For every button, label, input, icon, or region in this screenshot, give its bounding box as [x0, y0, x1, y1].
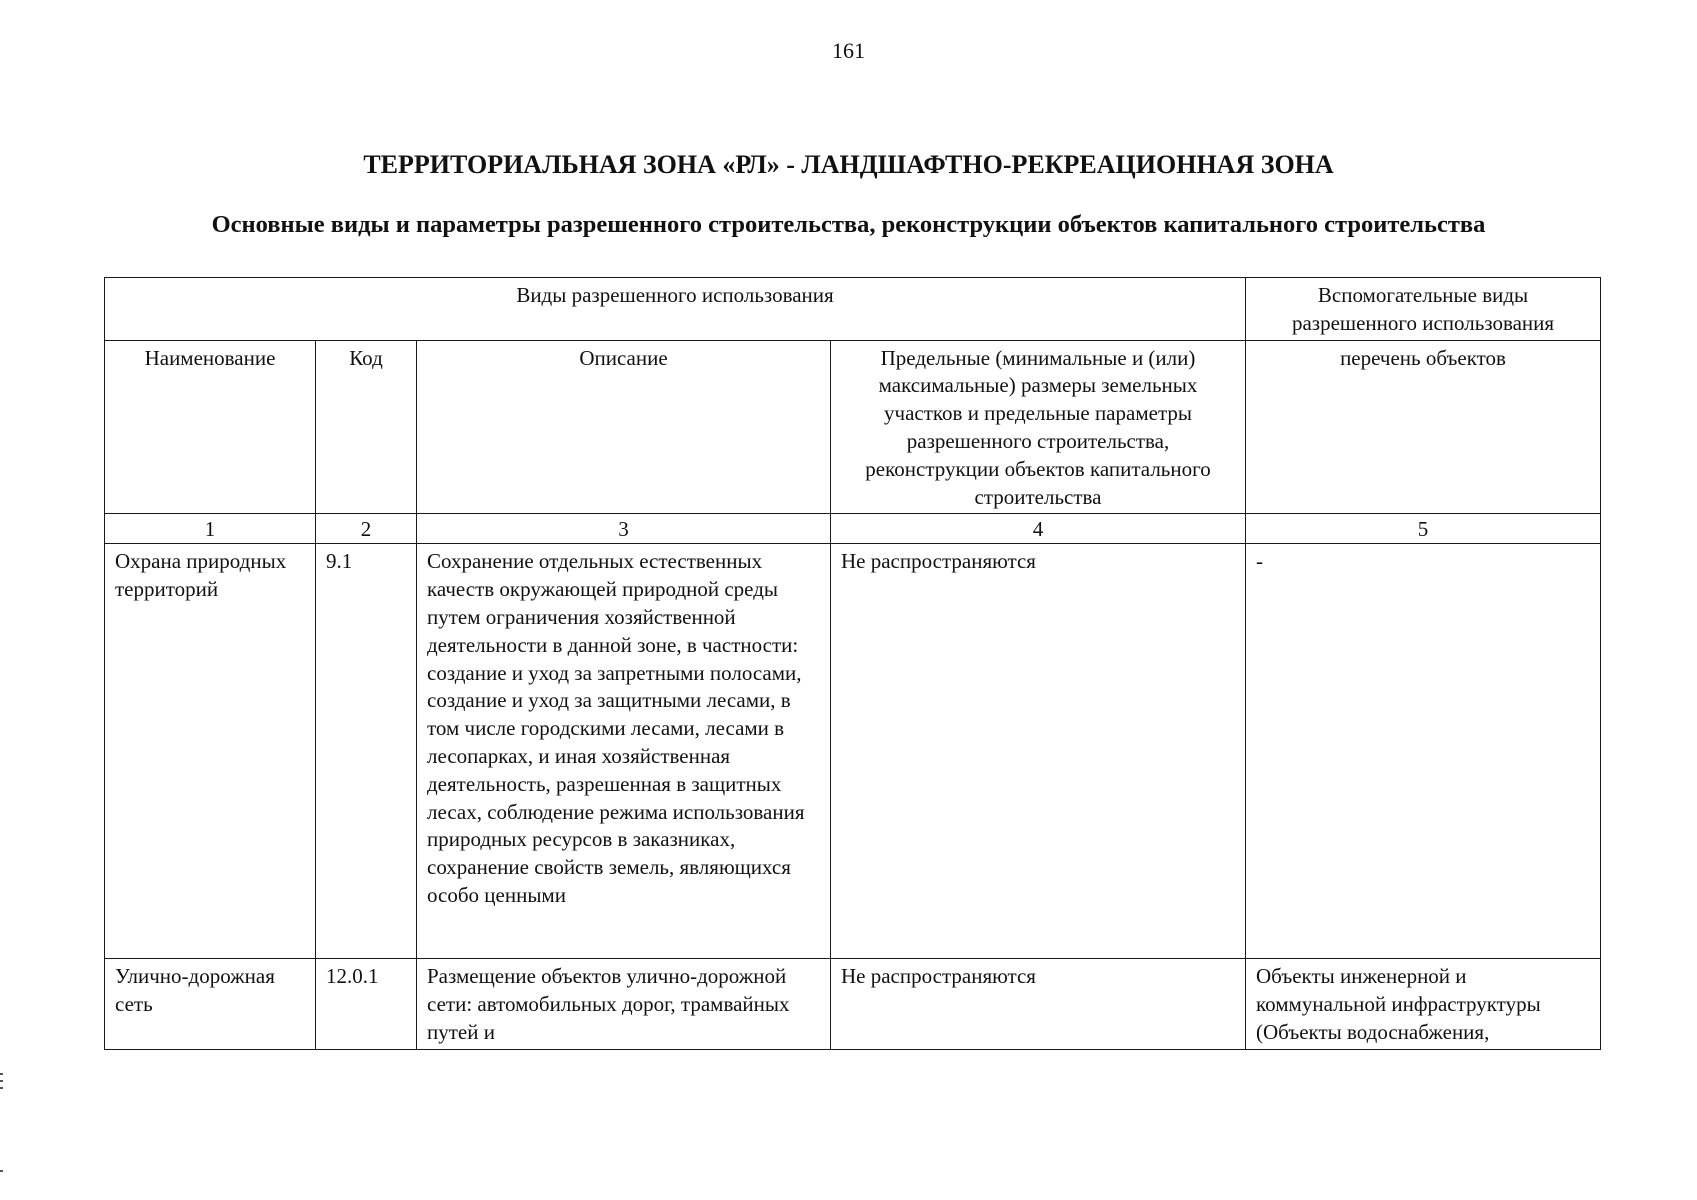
- cell-description: Сохранение отдельных естественных качеств окружающей природной среды путем ограничения хозяйственной деятельности в данной зоне, в частности: создание и уход за запретными полосами, создание и уход за защитными лесами, в том числе городскими лесами, лесами в лесопарках, и иная хозяйственная деятельность, разрешенная в защитных лесах, соблюдение режима использования природных ресурсов в заказниках, сохранение свойств земель, являющихся особо ценными: [417, 544, 831, 959]
- group-header-main: Виды разрешенного использования: [105, 278, 1246, 341]
- column-header-code: Код: [316, 340, 417, 514]
- column-number: 3: [417, 514, 831, 544]
- column-header-name: Наименование: [105, 340, 316, 514]
- section-subtitle: Основные виды и параметры разрешенного строительства, реконструкции объектов капитального строительства: [211, 211, 1486, 238]
- cell-description: Размещение объектов улично-дорожной сети: автомобильных дорог, трамвайных путей и: [417, 959, 831, 1049]
- scan-artifact: [0, 1170, 3, 1172]
- group-header-auxiliary: Вспомогательные виды разрешенного использования: [1246, 278, 1601, 341]
- table-row: [105, 959, 1601, 1049]
- column-number: 4: [831, 514, 1246, 544]
- column-number: 1: [105, 514, 316, 544]
- cell-limits: Не распространяются: [831, 959, 1246, 1049]
- scan-artifact: [0, 1087, 3, 1089]
- column-number: 2: [316, 514, 417, 544]
- page-number: 161: [832, 38, 865, 63]
- zone-title: ТЕРРИТОРИАЛЬНАЯ ЗОНА «РЛ» - ЛАНДШАФТНО-РЕКРЕАЦИОННАЯ ЗОНА: [363, 150, 1334, 179]
- scan-artifact: [0, 1073, 3, 1075]
- group-header-row: [105, 278, 1601, 341]
- column-header-description: Описание: [417, 340, 831, 514]
- column-number: 5: [1246, 514, 1601, 544]
- scan-artifact: [0, 1080, 3, 1082]
- cell-name: Охрана природных территорий: [105, 544, 316, 959]
- column-number-row: [105, 514, 1601, 544]
- column-header-limits: Предельные (минимальные и (или) максимальные) размеры земельных участков и предельные параметры разрешенного строительства, реконструкции объектов капитального строительства: [831, 340, 1246, 514]
- table-row: [105, 544, 1601, 959]
- cell-code: 9.1: [316, 544, 417, 959]
- cell-code: 12.0.1: [316, 959, 417, 1049]
- land-use-table: [104, 277, 1601, 1050]
- cell-auxiliary: Объекты инженерной и коммунальной инфраструктуры (Объекты водоснабжения,: [1246, 959, 1601, 1049]
- cell-name: Улично-дорожная сеть: [105, 959, 316, 1049]
- cell-limits: Не распространяются: [831, 544, 1246, 959]
- column-header-objects: перечень объектов: [1246, 340, 1601, 514]
- column-header-row: [105, 340, 1601, 514]
- cell-auxiliary: -: [1246, 544, 1601, 959]
